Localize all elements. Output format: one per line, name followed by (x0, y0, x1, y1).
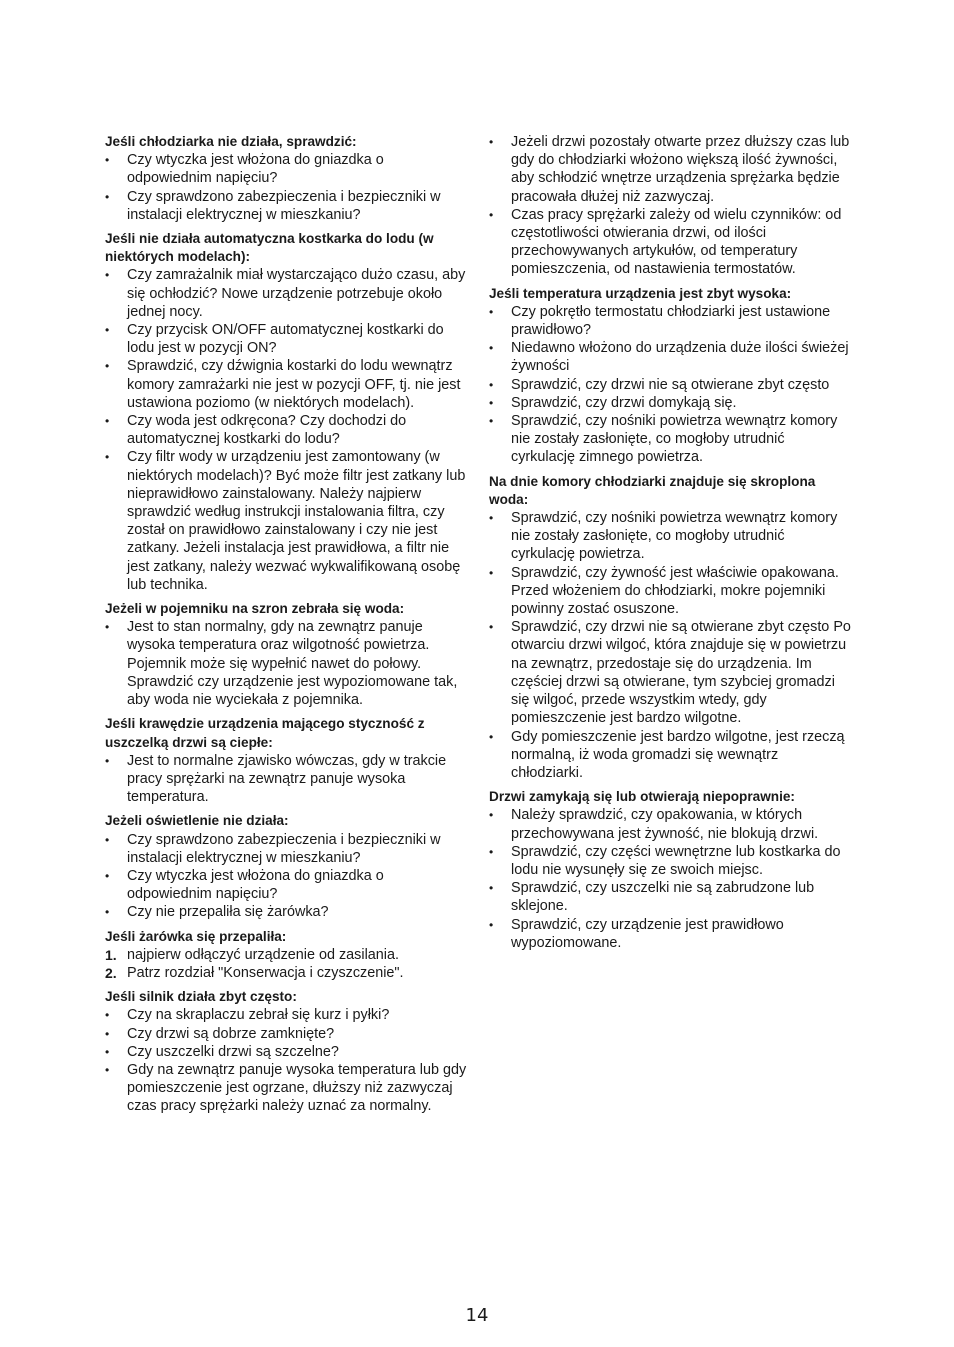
list-item (105, 946, 467, 964)
list-item-text: Czy wtyczka jest włożona do gniazdka o odpowiednim napięciu? (127, 152, 384, 187)
troubleshooting-section (489, 133, 851, 279)
troubleshooting-section (105, 812, 467, 921)
list-item-text: Czy pokrętło termostatu chłodziarki jest ustawione prawidłowo? (511, 303, 831, 339)
list-item-text: Gdy na zewnątrz panuje wysoka temperatura lub gdy pomieszczenie jest ogrzane, dłuższy niż zazwyczaj czas pracy sprężarki należy uznać za normalny. (127, 1061, 467, 1115)
list-item-text: Sprawdzić, czy nośniki powietrza wewnątrz komory nie zostały zasłonięte, co mogłoby utrudnić cyrkulację powietrza. (511, 510, 838, 563)
bullet-icon: • (489, 395, 494, 410)
bullet-icon: • (105, 905, 110, 920)
bullet-icon: • (489, 341, 494, 356)
list-item (105, 151, 467, 187)
bullet-icon: • (489, 565, 494, 580)
list-item-text: Sprawdzić, czy dźwignia kostarki do lodu wewnątrz komory zamrażarki nie jest w pozycji OFF, tj. nie jest ustawiona poziomo (w niektórych modelach). (127, 358, 461, 411)
list-item (105, 831, 467, 867)
bullet-icon: • (105, 450, 110, 465)
list-item (105, 867, 467, 903)
bullet-icon: • (105, 359, 110, 374)
bullet-icon: • (105, 868, 110, 883)
list-item (489, 376, 851, 394)
list-item-text: Patrz rozdział "Konserwacja i czyszczenie". (127, 964, 404, 981)
troubleshooting-section (489, 285, 851, 467)
bullet-icon: • (105, 323, 110, 338)
bullet-icon: • (489, 881, 494, 896)
bullet-icon: • (489, 729, 494, 744)
troubleshooting-section (105, 928, 467, 983)
bullet-icon: • (105, 414, 110, 429)
list-item (105, 321, 467, 357)
bullet-icon: • (105, 753, 110, 768)
list-item (105, 964, 467, 982)
troubleshooting-section (105, 600, 467, 709)
list-item-text: Sprawdzić, czy żywność jest właściwie opakowana. Przed włożeniem do chłodziarki, mokre pojemniki powinny zostać osuszone. (511, 564, 839, 618)
bullet-list (489, 133, 851, 279)
right-column (489, 133, 851, 958)
list-item-text: Jest to stan normalny, gdy na zewnątrz panuje wysoka temperatura oraz wilgotność powietrza. Pojemnik może się wypełnić nawet do połowy. Sprawdzić czy urządzenie jest wypoziomowane tak, aby woda nie wyciekała z pojemnika. (127, 619, 458, 709)
section-heading: Jeśli żarówka się przepaliła: (105, 928, 287, 944)
bullet-list (105, 831, 467, 922)
bullet-icon: • (105, 1062, 110, 1077)
bullet-icon: • (489, 207, 494, 222)
bullet-icon: • (105, 832, 110, 847)
bullet-icon: • (489, 917, 494, 932)
list-item-text: Czy nie przepaliła się żarówka? (127, 904, 329, 921)
list-item (489, 728, 851, 783)
bullet-list (489, 806, 851, 952)
list-item-text: Czy zamrażalnik miał wystarczająco dużo czasu, aby się ochłodzić? Nowe urządzenie potrzebuje około jednej nocy. (127, 267, 466, 320)
troubleshooting-section (105, 133, 467, 224)
bullet-icon: • (105, 620, 110, 635)
list-item (105, 1025, 467, 1043)
troubleshooting-section (105, 230, 467, 594)
list-item-text: Czy drzwi są dobrze zamknięte? (127, 1025, 335, 1042)
list-item-text: Czy wtyczka jest włożona do gniazdka o odpowiednim napięciu? (127, 867, 384, 903)
list-item (489, 806, 851, 842)
troubleshooting-section (489, 788, 851, 952)
list-item (105, 903, 467, 921)
numbered-list (105, 946, 467, 982)
section-heading: Jeżeli w pojemniku na szron zebrała się woda: (105, 601, 405, 617)
section-heading: Jeśli krawędzie urządzenia mającego styczność z uszczelką drzwi są ciepłe: (105, 716, 425, 750)
list-item (105, 266, 467, 321)
list-item-text: Czy filtr wody w urządzeniu jest zamontowany (w niektórych modelach)? Być może filtr jest zatkany lub nieprawidłowo zainstalowany. Należy najpierw sprawdzić według instrukcji instalowania filtra, czy został on prawidłowo zainstalowany i czy nie jest zatkany. Jeżeli instalacja jest prawidłowa, a filtr nie jest zatkany, należy wezwać wykwalifikowaną osobę lub technika. (127, 449, 466, 593)
list-item (105, 188, 467, 224)
list-item (489, 509, 851, 564)
list-item-text: Sprawdzić, czy drzwi nie są otwierane zbyt często (511, 376, 830, 393)
list-item-text: Jest to normalne zjawisko wówczas, gdy w trakcie pracy sprężarki na zewnątrz panuje wysoka temperatura. (127, 752, 447, 806)
bullet-list (105, 151, 467, 224)
bullet-icon: • (489, 304, 494, 319)
troubleshooting-section (489, 473, 851, 782)
list-item (489, 879, 851, 915)
bullet-icon: • (489, 620, 494, 635)
bullet-icon: • (105, 268, 110, 283)
list-item-text: Sprawdzić, czy drzwi domykają się. (511, 394, 737, 411)
list-item-text: Jeżeli drzwi pozostały otwarte przez dłuższy czas lub gdy do chłodziarki włożono większą ilość żywności, aby schłodzić wnętrze urządzenia sprężarka będzie pracowała dłużej niż zazwyczaj. (511, 134, 850, 205)
troubleshooting-section (105, 988, 467, 1115)
page-number: 14 (465, 1305, 489, 1326)
section-heading: Na dnie komory chłodziarki znajduje się skroplona woda: (489, 473, 816, 507)
list-item (105, 1043, 467, 1061)
list-item-text: Należy sprawdzić, czy opakowania, w których przechowywana jest żywność, nie blokują drzwi. (511, 807, 819, 842)
bullet-icon: • (105, 1008, 110, 1023)
list-item-text: Czy woda jest odkręcona? Czy dochodzi do automatycznej kostkarki do lodu? (127, 413, 407, 448)
bullet-list (105, 618, 467, 709)
list-item (489, 618, 851, 727)
bullet-icon: • (489, 135, 494, 149)
section-heading: Jeśli chłodziarka nie działa, sprawdzić: (105, 134, 357, 149)
bullet-list (489, 509, 851, 782)
section-heading: Jeśli silnik działa zbyt często: (105, 989, 297, 1005)
list-item (489, 394, 851, 412)
bullet-list (489, 303, 851, 467)
section-heading: Jeśli nie działa automatyczna kostkarka do lodu (w niektórych modelach): (105, 231, 434, 265)
list-item-text: Niedawno włożono do urządzenia duże ilości świeżej żywności (511, 340, 849, 375)
list-item (489, 339, 851, 375)
list-item-text: Czy sprawdzono zabezpieczenia i bezpieczniki w instalacji elektrycznej w mieszkaniu? (127, 188, 441, 223)
item-number: 2. (105, 964, 117, 981)
list-item (489, 303, 851, 339)
list-item (105, 1061, 467, 1116)
bullet-icon: • (489, 844, 494, 859)
bullet-icon: • (489, 808, 494, 823)
list-item-text: najpierw odłączyć urządzenie od zasilania. (127, 946, 399, 963)
bullet-icon: • (105, 1044, 110, 1059)
section-heading: Jeśli temperatura urządzenia jest zbyt wysoka: (489, 285, 792, 301)
list-item-text: Czas pracy sprężarki zależy od wielu czynników: od częstotliwości otwierania drzwi, od ilości przechowywanych artykułów, od temperatury pomieszczenia, od nastawienia termostatów. (511, 206, 842, 278)
list-item-text: Czy uszczelki drzwi są szczelne? (127, 1043, 339, 1060)
list-item (489, 412, 851, 467)
list-item (105, 1006, 467, 1024)
list-item (489, 206, 851, 279)
list-item (105, 448, 467, 594)
bullet-list (105, 752, 467, 807)
bullet-list (105, 1006, 467, 1115)
list-item-text: Sprawdzić, czy nośniki powietrza wewnątrz komory nie zostały zasłonięte, co mogłoby utrudnić cyrkulację zimnego powietrza. (511, 413, 838, 466)
bullet-icon: • (105, 189, 110, 204)
list-item (105, 618, 467, 709)
list-item (489, 564, 851, 619)
list-item-text: Sprawdzić, czy uszczelki nie są zabrudzone lub sklejone. (511, 880, 815, 915)
list-item (489, 916, 851, 952)
section-heading: Drzwi zamykają się lub otwierają niepoprawnie: (489, 789, 795, 805)
bullet-icon: • (105, 1026, 110, 1041)
bullet-icon: • (105, 153, 110, 168)
list-item (105, 412, 467, 448)
troubleshooting-section (105, 715, 467, 806)
list-item-text: Sprawdzić, czy urządzenie jest prawidłowo wypoziomowane. (511, 916, 784, 951)
list-item-text: Czy sprawdzono zabezpieczenia i bezpieczniki w instalacji elektrycznej w mieszkaniu? (127, 831, 441, 866)
list-item-text: Sprawdzić, czy drzwi nie są otwierane zbyt często Po otwarciu drzwi wilgoć, która znajduje się w powietrzu na zewnątrz, przedostaje się do urządzenia. Im częściej drzwi są otwierane, tym szybciej gromadzi się wilgoć, przede wszystkim wtedy, gdy pomieszczenie jest bardzo wilgotne. (511, 619, 851, 727)
list-item-text: Sprawdzić, czy części wewnętrzne lub kostkarka do lodu nie wysunęły się ze swoich miejsc. (511, 843, 841, 878)
bullet-list (105, 266, 467, 594)
list-item (489, 843, 851, 879)
item-number: 1. (105, 946, 117, 963)
list-item (489, 133, 851, 206)
list-item-text: Gdy pomieszczenie jest bardzo wilgotne, jest rzeczą normalną, iż woda gromadzi się wewnątrz chłodziarki. (511, 728, 845, 781)
left-column (105, 133, 467, 1122)
list-item-text: Czy przycisk ON/OFF automatycznej kostkarki do lodu jest w pozycji ON? (127, 322, 444, 357)
section-heading: Jeżeli oświetlenie nie działa: (105, 813, 289, 829)
list-item-text: Czy na skraplaczu zebrał się kurz i pyłki? (127, 1007, 390, 1024)
bullet-icon: • (489, 511, 494, 526)
list-item (105, 357, 467, 412)
list-item (105, 752, 467, 807)
bullet-icon: • (489, 414, 494, 429)
bullet-icon: • (489, 377, 494, 392)
